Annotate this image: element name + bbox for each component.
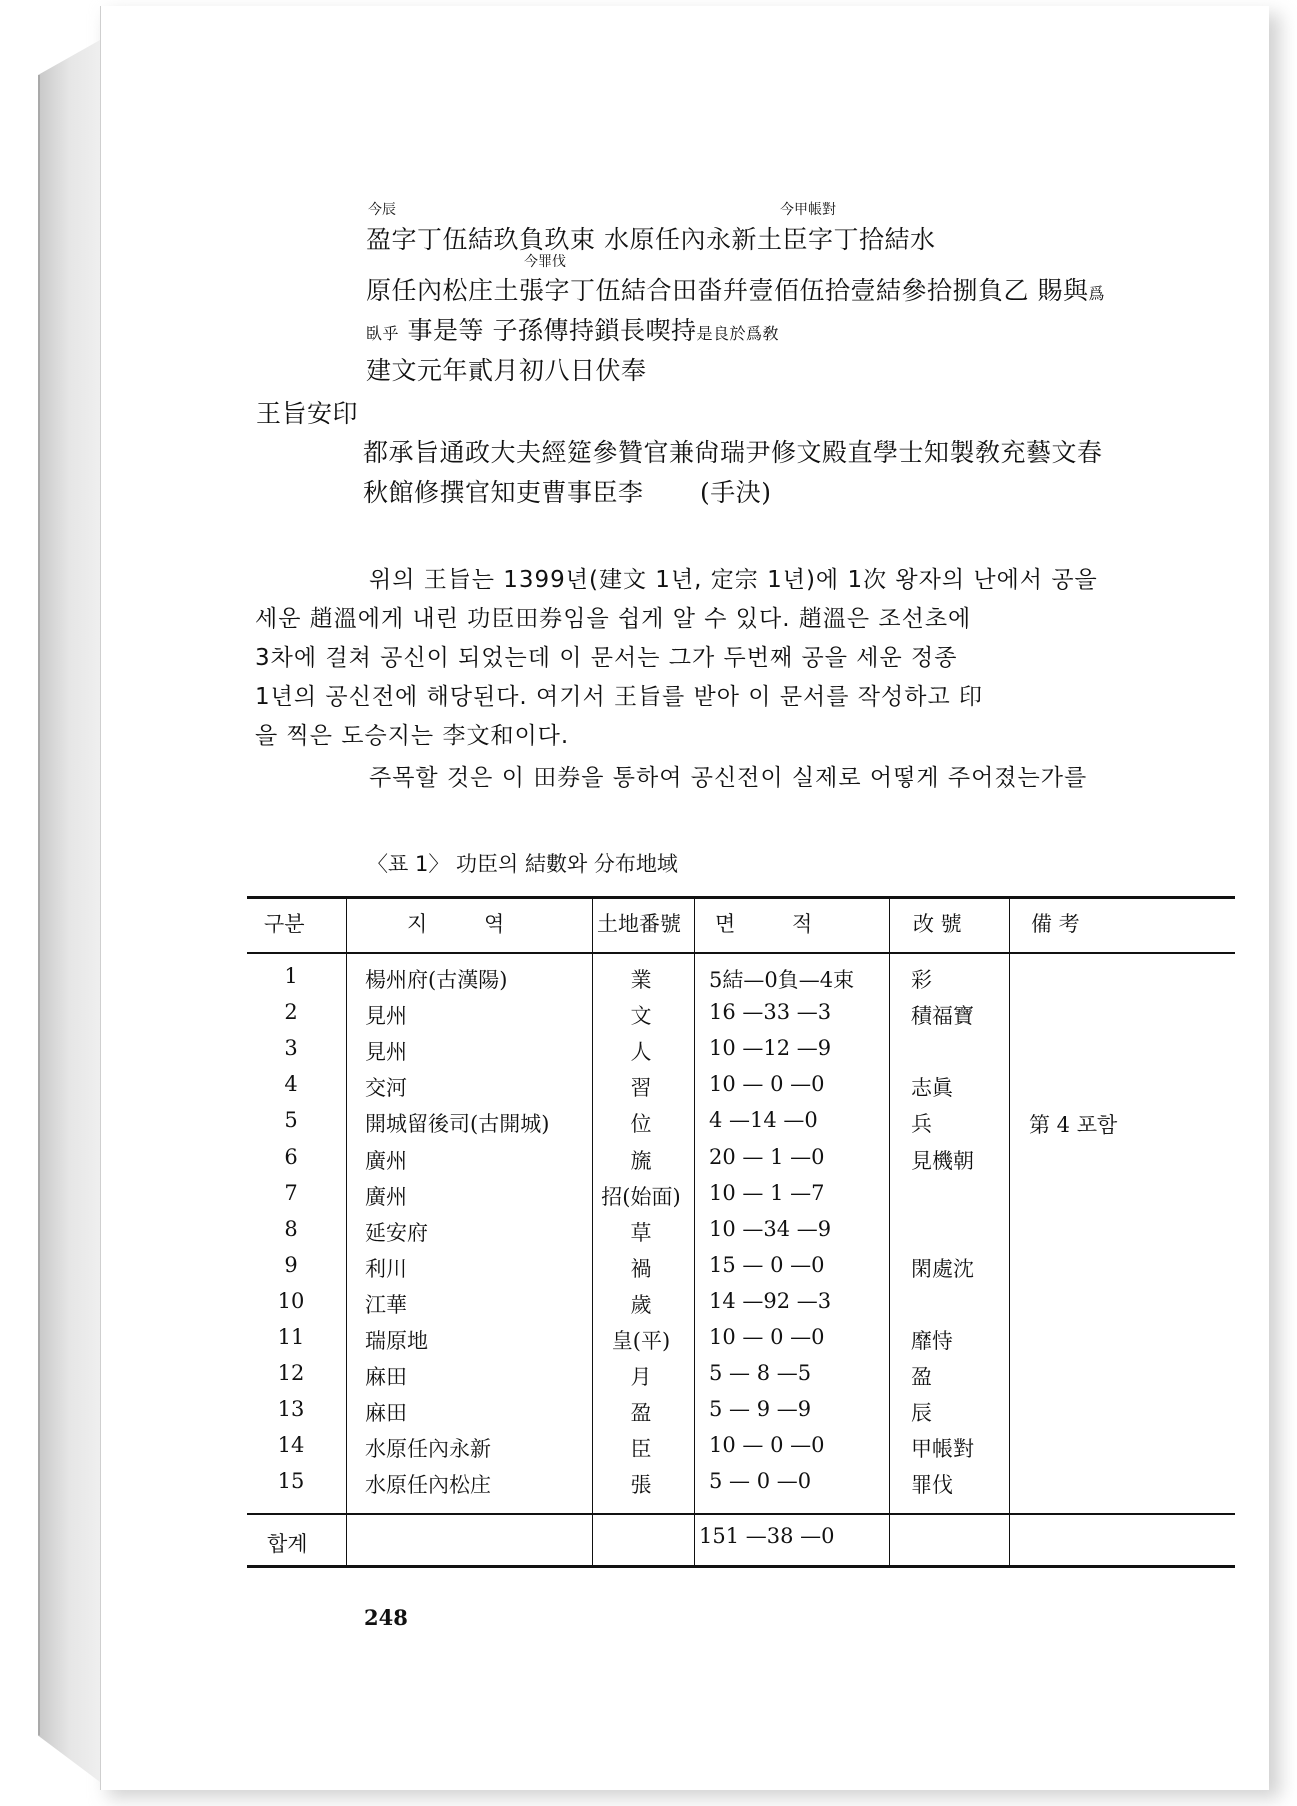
hanmun-text: 子孫傳持鎖長喫持 xyxy=(492,316,697,345)
hanmun-line: 盈字丁伍結玖負玖束 水原任內永新土臣字丁拾結水 xyxy=(366,225,936,254)
hanmun-small-text: 爲 xyxy=(1088,284,1105,303)
land-number-cell: 盈 xyxy=(630,1401,652,1426)
header-region: 지 역 xyxy=(407,912,530,936)
area-cell: 10 — 0 —0 xyxy=(709,1072,825,1097)
land-number-cell: 草 xyxy=(630,1220,652,1245)
region-cell: 水原任內松庄 xyxy=(365,1473,491,1498)
row-number: 13 xyxy=(277,1397,305,1422)
land-number-cell: 文 xyxy=(630,1004,652,1029)
renamed-cell: 盈 xyxy=(911,1365,932,1390)
region-cell: 廣州 xyxy=(365,1148,407,1173)
renamed-cell: 兵 xyxy=(911,1112,932,1137)
row-number: 3 xyxy=(284,1036,298,1061)
column-divider xyxy=(592,896,593,1565)
renamed-cell: 靡恃 xyxy=(911,1329,953,1353)
hanmun-line: 都承旨通政大夫經筵參贊官兼尙瑞尹修文殿直學士知製敎充藝文春 xyxy=(363,438,1103,467)
header-land-number: 土地番號 xyxy=(597,912,681,936)
area-cell: 10 — 0 —0 xyxy=(709,1325,825,1349)
book-spine xyxy=(38,40,108,1788)
region-cell: 延安府 xyxy=(365,1220,428,1245)
row-number: 12 xyxy=(277,1361,305,1386)
renamed-cell: 辰 xyxy=(911,1401,932,1426)
row-number: 1 xyxy=(284,964,298,988)
region-cell: 見州 xyxy=(365,1040,407,1065)
row-number: 10 xyxy=(277,1288,305,1313)
row-number: 6 xyxy=(284,1144,298,1169)
row-number: 5 xyxy=(284,1108,298,1133)
row-number: 15 xyxy=(277,1469,305,1494)
land-number-cell: 禍 xyxy=(630,1256,652,1281)
area-cell: 20 — 1 —0 xyxy=(709,1144,825,1169)
area-cell: 10 — 0 —0 xyxy=(709,1433,825,1458)
paragraph-line: 주목할 것은 이 田券을 통하여 공신전이 실제로 어떻게 주어졌는가를 xyxy=(369,765,1088,791)
row-number: 11 xyxy=(277,1325,305,1349)
total-area: 151 —38 —0 xyxy=(699,1524,835,1548)
land-number-cell: 招(始面) xyxy=(601,1184,681,1209)
area-cell: 4 —14 —0 xyxy=(709,1108,818,1133)
hanmun-line xyxy=(366,271,1105,307)
renamed-cell: 罪伐 xyxy=(911,1473,953,1498)
region-cell: 江華 xyxy=(365,1292,407,1317)
total-rule xyxy=(247,1513,1235,1515)
table-caption: 〈표 1〉 功臣의 結數와 分布地域 xyxy=(367,852,678,876)
area-cell: 10 —34 —9 xyxy=(709,1216,832,1241)
row-number: 4 xyxy=(284,1072,298,1097)
area-cell: 5 — 9 —9 xyxy=(709,1397,812,1422)
hanmun-line: 建文元年貳月初八日伏奉 xyxy=(366,356,647,385)
ruby-annotation: 今辰 xyxy=(368,202,396,218)
paragraph-line: 을 찍은 도승지는 李文和이다. xyxy=(255,723,570,749)
region-cell: 水原任內永新 xyxy=(365,1437,491,1462)
hanmun-text: 秋館修撰官知吏曹事臣李 xyxy=(363,478,644,507)
column-divider xyxy=(694,896,695,1565)
hanmun-small-text: 是良於爲敎 xyxy=(696,324,779,343)
total-label: 합계 xyxy=(267,1532,308,1556)
area-cell: 5結—0負—4束 xyxy=(709,968,855,992)
document-page xyxy=(100,6,1269,1790)
hanmun-line xyxy=(363,473,771,509)
header-rule xyxy=(247,952,1235,954)
area-cell: 15 — 0 —0 xyxy=(709,1252,825,1277)
renamed-cell: 閑處沈 xyxy=(911,1256,974,1281)
row-number: 8 xyxy=(284,1216,298,1241)
region-cell: 利川 xyxy=(365,1256,407,1281)
remarks-note: 第 4 포함 xyxy=(1029,1113,1118,1137)
region-cell: 楊州府(古漢陽) xyxy=(365,968,508,992)
table-bottom-rule xyxy=(247,1565,1235,1568)
land-number-cell: 旒 xyxy=(630,1148,652,1173)
row-number: 7 xyxy=(284,1180,298,1205)
land-number-cell: 業 xyxy=(630,968,652,992)
column-divider xyxy=(1009,896,1010,1565)
region-cell: 瑞原地 xyxy=(365,1329,428,1353)
row-number: 14 xyxy=(277,1433,305,1458)
hanmun-line xyxy=(366,311,779,347)
header-category: 구분 xyxy=(264,912,305,936)
hanmun-text: 原任內松庄土張字丁伍結合田畓幷壹佰伍拾壹結參拾捌負乙 賜與 xyxy=(366,276,1089,305)
area-cell: 14 —92 —3 xyxy=(709,1288,832,1313)
area-cell: 10 —12 —9 xyxy=(709,1036,832,1061)
ruby-annotation: 今罪伐 xyxy=(524,254,566,270)
renamed-cell: 彩 xyxy=(911,968,932,992)
page-number: 248 xyxy=(364,1605,408,1630)
hanmun-small-text: 臥乎 xyxy=(366,324,400,343)
region-cell: 見州 xyxy=(365,1004,407,1029)
region-cell: 麻田 xyxy=(365,1365,407,1390)
column-divider xyxy=(346,896,347,1565)
row-number: 9 xyxy=(284,1252,298,1277)
hanmun-text: 事是等 xyxy=(407,316,484,345)
area-cell: 5 — 8 —5 xyxy=(709,1361,812,1386)
renamed-cell: 志眞 xyxy=(911,1076,953,1101)
land-number-cell: 臣 xyxy=(630,1437,652,1462)
hanmun-text: (手決) xyxy=(699,478,772,507)
renamed-cell: 積福寶 xyxy=(911,1004,974,1029)
land-number-cell: 月 xyxy=(630,1365,652,1390)
renamed-cell: 甲帳對 xyxy=(911,1437,974,1462)
land-number-cell: 歲 xyxy=(630,1292,652,1317)
header-remarks: 備 考 xyxy=(1031,912,1080,936)
region-cell: 交河 xyxy=(365,1076,407,1101)
land-number-cell: 位 xyxy=(630,1112,652,1137)
header-area: 면 적 xyxy=(715,912,838,936)
hanmun-line: 王旨安印 xyxy=(256,399,359,428)
renamed-cell: 見機朝 xyxy=(911,1148,974,1173)
row-number: 2 xyxy=(284,1000,298,1025)
table-top-rule xyxy=(247,896,1235,899)
paragraph-line: 세운 趙溫에게 내린 功臣田券임을 쉽게 알 수 있다. 趙溫은 조선초에 xyxy=(255,606,972,632)
land-number-cell: 人 xyxy=(630,1040,652,1065)
header-renamed: 改 號 xyxy=(913,912,962,936)
area-cell: 16 —33 —3 xyxy=(709,1000,832,1025)
land-number-cell: 皇(平) xyxy=(611,1329,671,1353)
area-cell: 10 — 1 —7 xyxy=(709,1180,825,1205)
land-number-cell: 習 xyxy=(630,1076,652,1101)
land-number-cell: 張 xyxy=(630,1473,652,1498)
region-cell: 開城留後司(古開城) xyxy=(365,1112,550,1137)
area-cell: 5 — 0 —0 xyxy=(709,1469,812,1494)
paragraph-line: 1년의 공신전에 해당된다. 여기서 王旨를 받아 이 문서를 작성하고 印 xyxy=(255,684,983,710)
column-divider xyxy=(889,896,890,1565)
paragraph-line: 3차에 걸쳐 공신이 되었는데 이 문서는 그가 두번째 공을 세운 정종 xyxy=(255,645,958,671)
ruby-annotation: 今甲帳對 xyxy=(780,202,836,218)
region-cell: 廣州 xyxy=(365,1184,407,1209)
region-cell: 麻田 xyxy=(365,1401,407,1426)
paragraph-line: 위의 王旨는 1399년(建文 1년, 定宗 1년)에 1次 왕자의 난에서 공을 xyxy=(369,567,1098,593)
